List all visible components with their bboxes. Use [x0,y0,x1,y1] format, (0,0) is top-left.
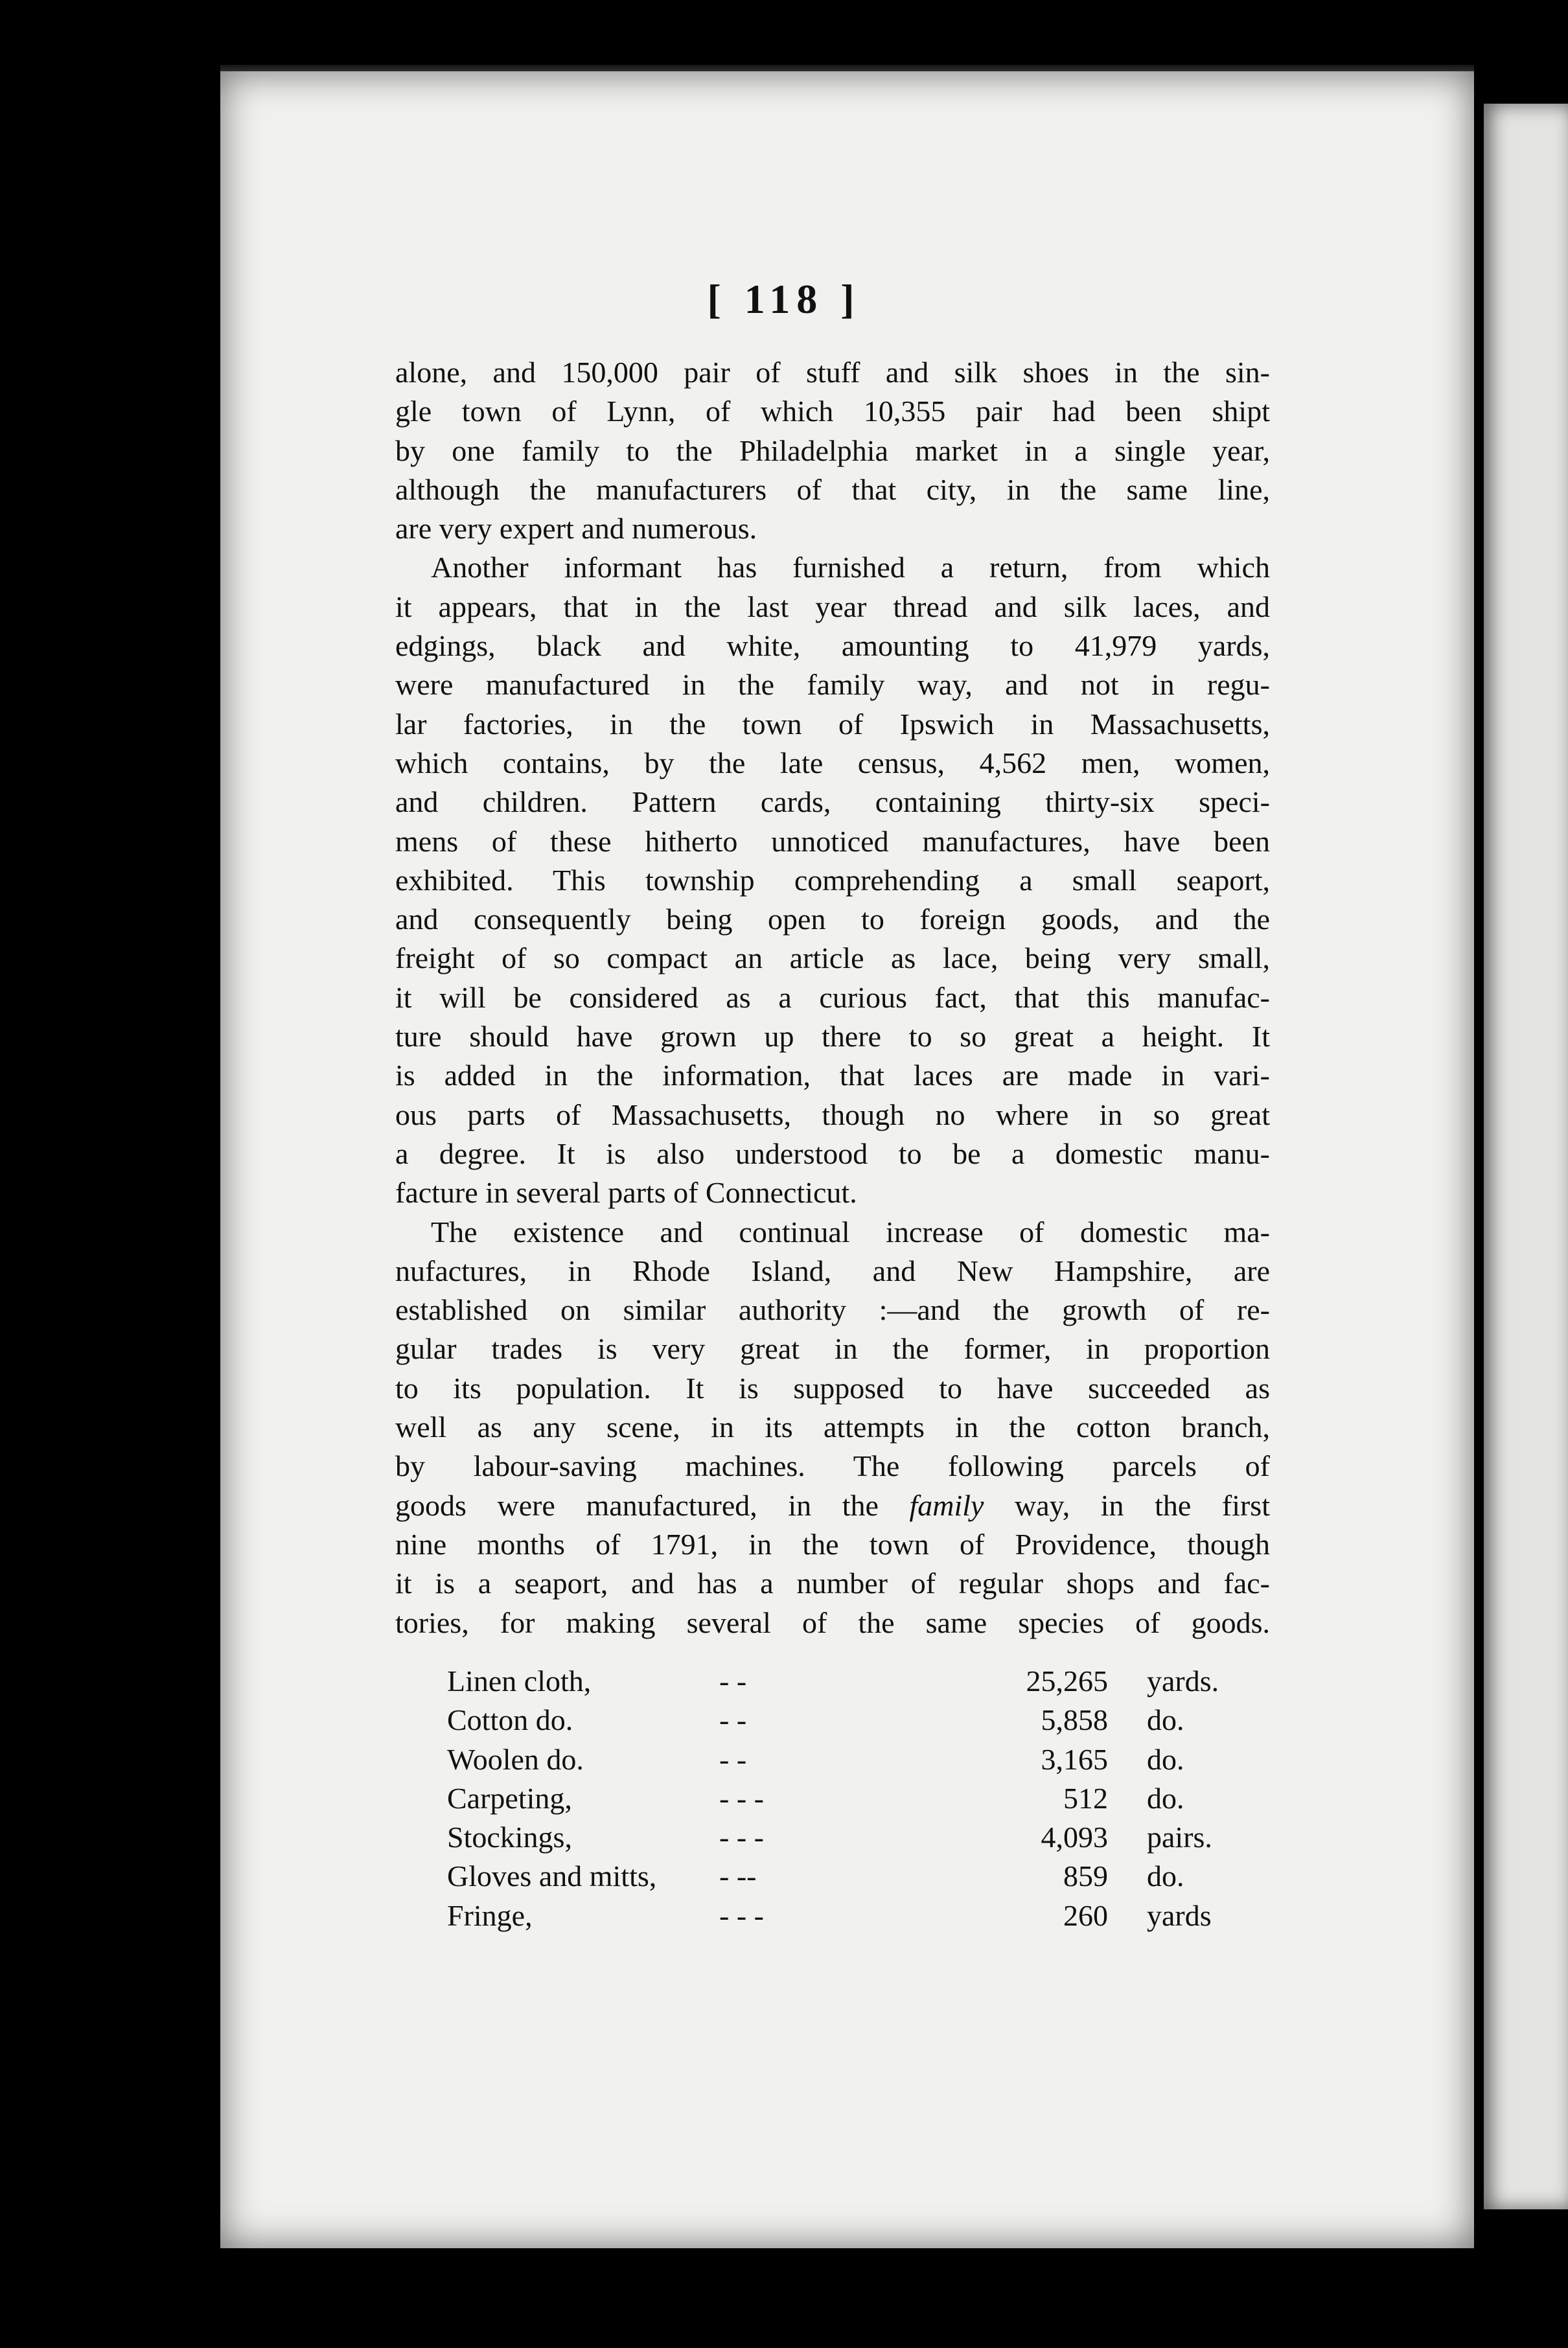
item-name: Fringe, [447,1898,533,1932]
item-name: Carpeting, [447,1781,572,1815]
table-row [395,1740,1270,1779]
page-number-header: [ 118 ] [707,276,861,322]
text-line: nine months of 1791, in the town of Providence, though [395,1527,1270,1561]
leader-dashes: - -- [719,1859,757,1893]
quantity: 5,858 [1041,1703,1108,1737]
facing-page-fragment [1484,104,1568,2209]
table-row [395,1662,1270,1701]
text-line: edgings, black and white, amounting to 41,979 yards, [395,629,1270,663]
text-line: freight of so compact an article as lace, being very small, [395,941,1270,975]
item-name: Woolen do. [447,1742,584,1776]
text-line: well as any scene, in its attempts in the cotton branch, [395,1410,1270,1444]
text-line: ous parts of Massachusetts, though no where in so great [395,1098,1270,1131]
text-line: and children. Pattern cards, containing thirty-six speci- [395,785,1270,819]
leader-dashes: - - [719,1703,747,1737]
text-line: which contains, by the late census, 4,562 men, women, [395,746,1270,779]
text-line: tories, for making several of the same species of goods. [395,1606,1270,1639]
text-line: gular trades is very great in the former, in proportion [395,1332,1270,1366]
item-name: Stockings, [447,1821,572,1854]
quantity: 25,265 [1026,1664,1108,1698]
text-line: nufactures, in Rhode Island, and New Hampshire, are [395,1254,1270,1287]
text-line: although the manufacturers of that city, in the same line, [395,472,1270,506]
leader-dashes: - - - [719,1821,764,1854]
body-text [395,353,1270,1642]
unit: do. [1147,1859,1184,1893]
table-row [395,1896,1270,1935]
text-line: by labour-saving machines. The following parcels of [395,1449,1270,1483]
text-line: it is a seaport, and has a number of regular shops and fac- [395,1567,1270,1600]
item-name: Gloves and mitts, [447,1859,657,1893]
table-row [395,1818,1270,1857]
unit: do. [1147,1781,1184,1815]
goods-table [395,1662,1270,1935]
text-line: to its population. It is supposed to have succeeded as [395,1371,1270,1405]
unit: do. [1147,1703,1184,1737]
table-row [395,1857,1270,1896]
text-line: goods were manufactured, in the family way, in the first [395,1488,1270,1522]
text-line: a degree. It is also understood to be a domestic manu- [395,1136,1270,1170]
text-line: ture should have grown up there to so great a height. It [395,1020,1270,1053]
text-line: it will be considered as a curious fact, that this manufac- [395,980,1270,1014]
italic-word: family [909,1488,984,1522]
text-line: exhibited. This township comprehending a small seaport, [395,863,1270,897]
text-line: were manufactured in the family way, and not in regu- [395,668,1270,702]
text-line: facture in several parts of Connecticut. [395,1176,857,1210]
item-name: Linen cloth, [447,1664,592,1698]
text-line: it appears, that in the last year thread and silk laces, and [395,590,1270,623]
text-line: by one family to the Philadelphia market in a single year, [395,433,1270,467]
item-name: Cotton do. [447,1703,573,1737]
text-line: The existence and continual increase of domestic ma- [431,1215,1270,1249]
leader-dashes: - - - [719,1781,764,1815]
text-line: is added in the information, that laces are made in vari- [395,1059,1270,1092]
text-line: established on similar authority :—and the growth of re- [395,1293,1270,1327]
quantity: 4,093 [1041,1821,1108,1854]
text-line: alone, and 150,000 pair of stuff and silk shoes in the sin- [395,356,1270,389]
quantity: 3,165 [1041,1742,1108,1776]
table-row [395,1701,1270,1740]
leader-dashes: - - - [719,1898,764,1932]
quantity: 260 [1063,1898,1108,1932]
table-row [395,1779,1270,1818]
text-line: are very expert and numerous. [395,512,757,546]
text-line: Another informant has furnished a return, from which [431,551,1270,584]
quantity: 859 [1063,1859,1108,1893]
text-line: mens of these hitherto unnoticed manufactures, have been [395,824,1270,858]
unit: do. [1147,1742,1184,1776]
text-line: and consequently being open to foreign goods, and the [395,903,1270,936]
leader-dashes: - - [719,1742,747,1776]
text-line: gle town of Lynn, of which 10,355 pair had been shipt [395,395,1270,428]
unit: yards. [1147,1664,1219,1698]
text-line: lar factories, in the town of Ipswich in Massachusetts, [395,707,1270,741]
unit: pairs. [1147,1821,1212,1854]
leader-dashes: - - [719,1664,747,1698]
unit: yards [1147,1898,1212,1932]
quantity: 512 [1063,1781,1108,1815]
